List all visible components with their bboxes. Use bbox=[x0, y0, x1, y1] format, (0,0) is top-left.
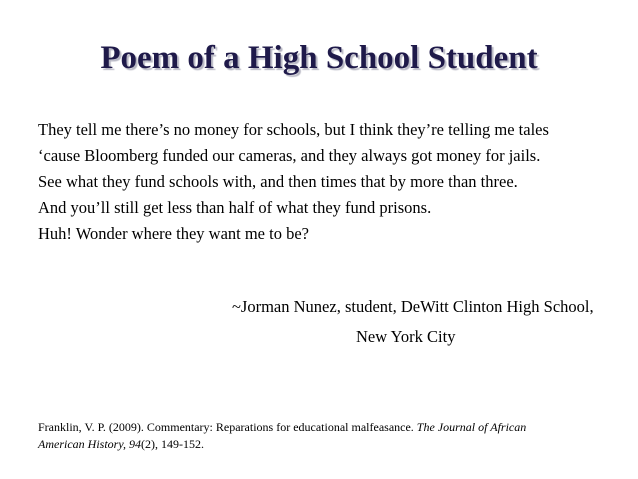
poem-line: And you’ll still get less than half of what they fund prisons. bbox=[38, 198, 432, 217]
citation-lead: Franklin, V. P. (2009). Commentary: Reparations for educational malfeasance. bbox=[38, 420, 417, 434]
poem-line: See what they fund schools with, and then times that by more than three. bbox=[38, 172, 518, 191]
citation-line-2 bbox=[38, 436, 598, 453]
citation-journal-part2: American History, 94 bbox=[38, 437, 141, 451]
poem-line: Huh! Wonder where they want me to be? bbox=[38, 224, 309, 243]
poem-location: New York City bbox=[356, 327, 456, 346]
poem-attribution: ~Jorman Nunez, student, DeWitt Clinton High School, bbox=[232, 297, 594, 316]
poem-line: ‘cause Bloomberg funded our cameras, and they always got money for jails. bbox=[38, 146, 541, 165]
citation-issue-pages: (2), 149-152. bbox=[141, 437, 204, 451]
citation-journal-part1: The Journal of African bbox=[416, 420, 527, 434]
poem-line: They tell me there’s no money for schools, but I think they’re telling me tales bbox=[38, 120, 549, 139]
citation bbox=[38, 419, 598, 453]
poem-lines bbox=[38, 117, 618, 247]
citation-line-1 bbox=[38, 419, 598, 436]
slide-title: Poem of a High School Student bbox=[100, 40, 538, 76]
